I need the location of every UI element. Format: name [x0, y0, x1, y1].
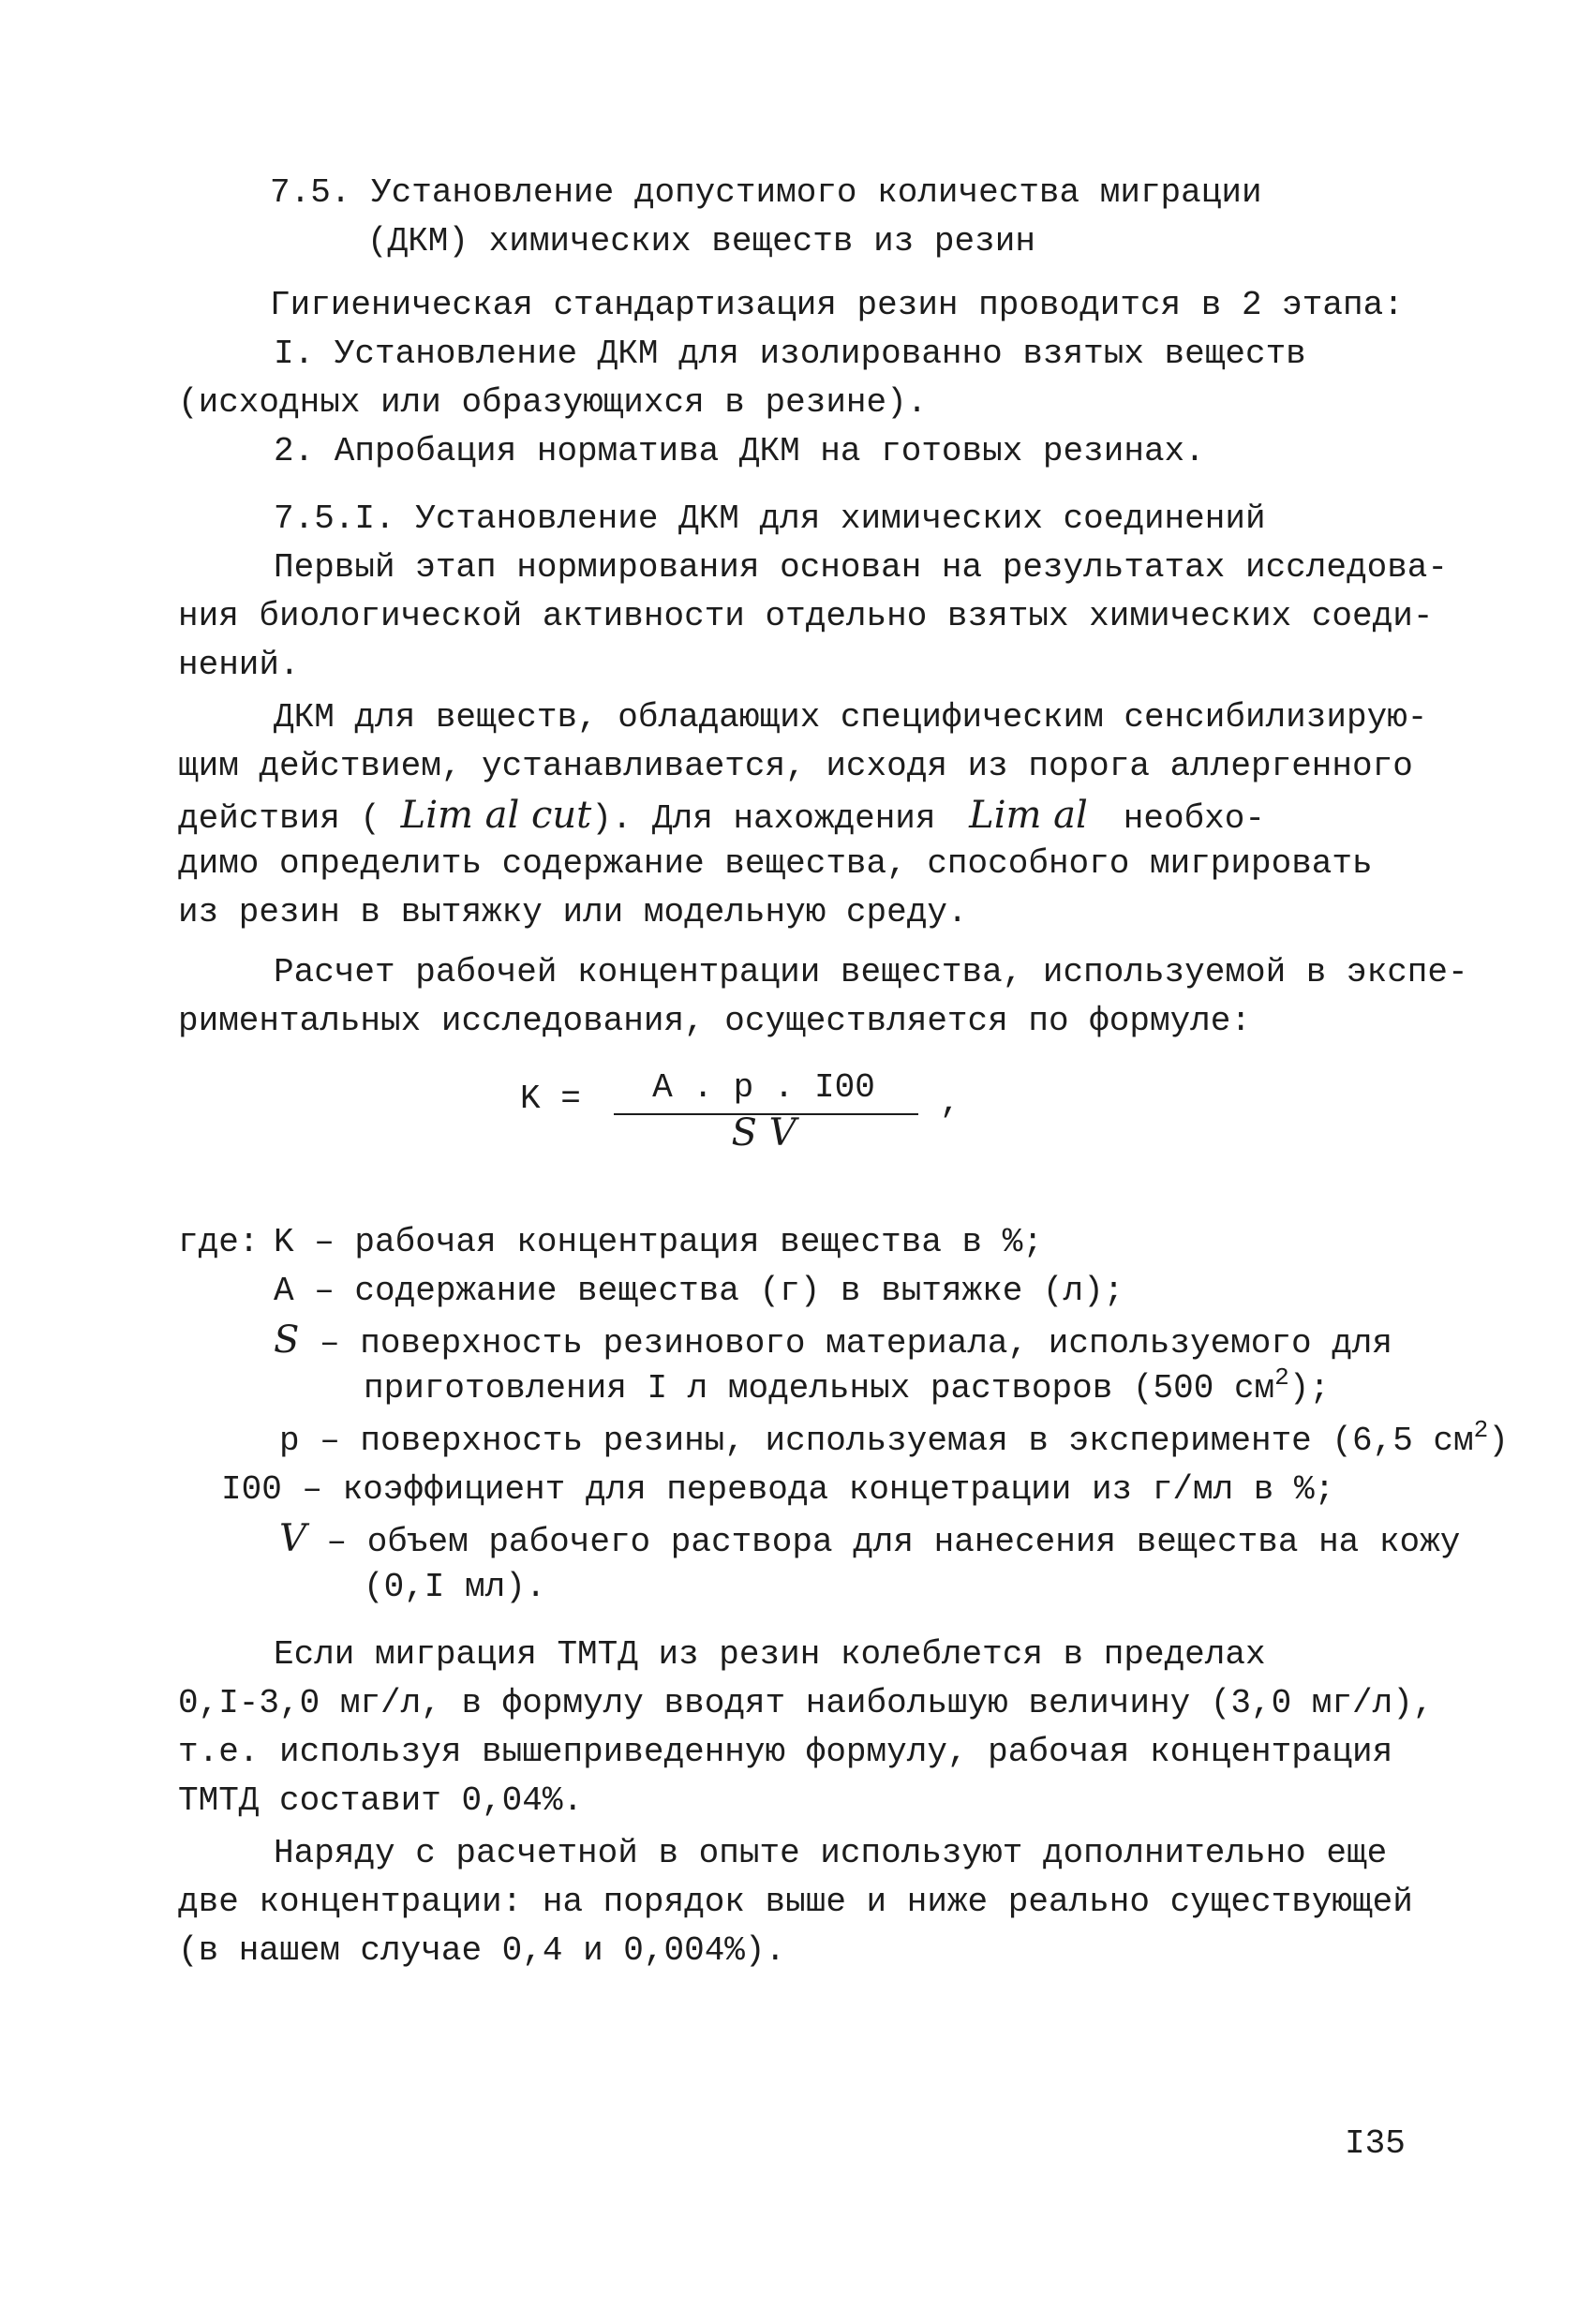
dkm-text-segment: действия (: [178, 799, 381, 838]
legend-s: [274, 1316, 1392, 1368]
intro-paragraph: Гигиеническая стандартизация резин проводится в 2 этапа:: [270, 286, 1404, 324]
legend-p-text: ): [1488, 1422, 1509, 1460]
handwritten-term: Lim al cut: [400, 794, 592, 837]
legend-v: [279, 1514, 1460, 1567]
step-2-text: 2. Апробация норматива ДКМ на готовых резинах.: [274, 432, 1205, 470]
final-paragraph-line3: (в нашем случае 0,4 и 0,004%).: [178, 1931, 786, 1970]
subsection-paragraph-line2: ния биологической активности отдельно взятых химических соеди-: [178, 597, 1434, 635]
dkm-paragraph-line4: димо определить содержание вещества, способного мигрировать: [178, 844, 1373, 883]
tmtd-paragraph-line2: 0,I-3,0 мг/л, в формулу вводят наибольшую величину (3,0 мг/л),: [178, 1684, 1434, 1722]
legend-v-continuation: (0,I мл).: [364, 1568, 546, 1606]
subsection-title: 7.5.I. Установление ДКМ для химических соединений: [274, 499, 1266, 538]
superscript-2: 2: [1274, 1363, 1289, 1392]
tmtd-paragraph-line4: ТМТД составит 0,04%.: [178, 1781, 584, 1820]
legend-s-text: – поверхность резинового материала, используемого для: [320, 1324, 1393, 1363]
legend-k: K – рабочая концентрация вещества в %;: [274, 1223, 1043, 1261]
dkm-text-segment: ). Для нахождения: [591, 799, 936, 838]
legend-where: где:: [178, 1223, 260, 1261]
step-1-continuation: (исходных или образующихся в резине).: [178, 383, 928, 422]
legend-s-continuation: [364, 1364, 1330, 1413]
final-paragraph-line1: Наряду с расчетной в опыте используют дополнительно еще: [274, 1834, 1388, 1872]
dkm-paragraph-line5: из резин в вытяжку или модельную среду.: [178, 893, 968, 931]
legend-p-text: р – поверхность резины, используемая в эксперименте (6,5 см: [279, 1422, 1474, 1460]
final-paragraph-line2: две концентрации: на порядок выше и ниже реально существующей: [178, 1883, 1413, 1921]
tmtd-paragraph-line3: т.е. используя вышеприведенную формулу, рабочая концентрация: [178, 1733, 1393, 1771]
section-heading-line1: 7.5. Установление допустимого количества миграции: [270, 173, 1262, 212]
symbol-s: S: [274, 1318, 300, 1362]
subsection-paragraph-line3: нений.: [178, 646, 300, 684]
legend-p: [279, 1417, 1509, 1466]
formula-denominator: S V: [731, 1111, 796, 1155]
legend-a: A – содержание вещества (г) в вытяжке (л);: [274, 1272, 1124, 1310]
concentration-formula: [520, 1064, 1045, 1167]
legend-100: I00 – коэффициент для перевода концетрации из г/мл в %;: [221, 1470, 1335, 1509]
calc-paragraph-line2: риментальных исследования, осуществляется по формуле:: [178, 1002, 1251, 1040]
dkm-paragraph-line1: ДКМ для веществ, обладающих специфическим сенсибилизирую-: [274, 698, 1428, 737]
step-1-text: I. Установление ДКМ для изолированно взятых веществ: [274, 335, 1306, 373]
legend-s-text: приготовления I л модельных растворов (500 см: [364, 1369, 1275, 1408]
dkm-text-segment: необхо-: [1123, 799, 1265, 838]
legend-s-text: );: [1288, 1369, 1330, 1408]
formula-trailing-comma: ,: [940, 1083, 960, 1122]
legend-v-text: – объем рабочего раствора для нанесения вещества на кожу: [326, 1523, 1461, 1561]
formula-lhs: K =: [520, 1080, 581, 1118]
handwritten-term: Lim al: [969, 794, 1088, 837]
tmtd-paragraph-line1: Если миграция ТМТД из резин колеблется в пределах: [274, 1635, 1266, 1674]
page-number: I35: [1345, 2124, 1406, 2163]
superscript-2: 2: [1473, 1416, 1489, 1444]
symbol-v: V: [279, 1517, 306, 1560]
section-heading-line2: (ДКМ) химических веществ из резин: [367, 222, 1035, 261]
dkm-paragraph-line2: щим действием, устанавливается, исходя из порога аллергенного: [178, 747, 1413, 785]
subsection-paragraph-line1: Первый этап нормирования основан на результатах исследова-: [274, 548, 1449, 587]
calc-paragraph-line1: Расчет рабочей концентрации вещества, используемой в экспе-: [274, 953, 1468, 991]
dkm-paragraph-line3: [178, 791, 1265, 843]
formula-numerator: A . p . I00: [652, 1068, 875, 1107]
